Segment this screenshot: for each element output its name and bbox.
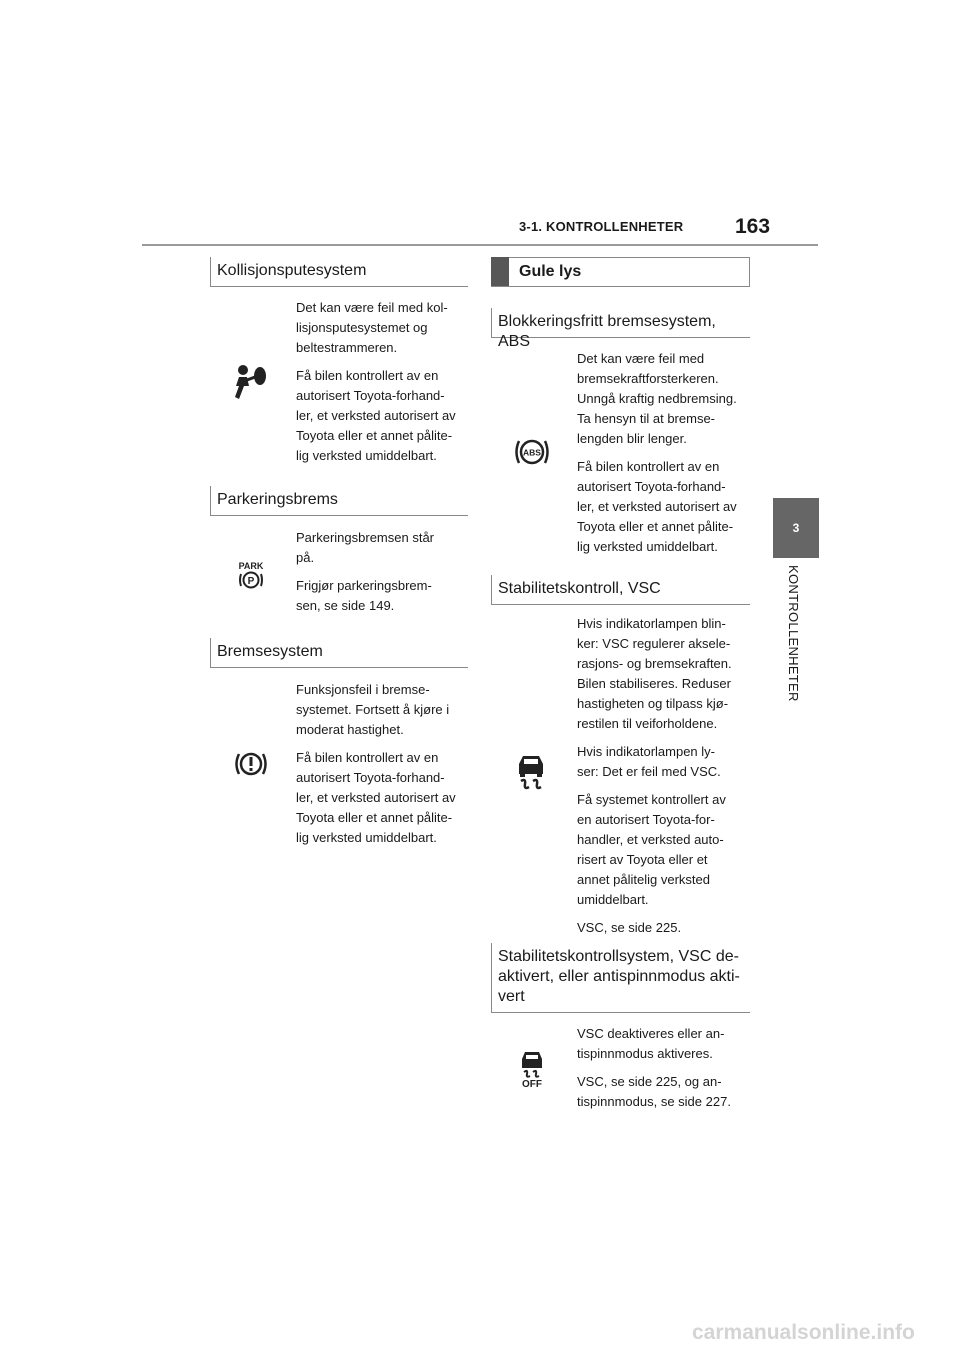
airbag-description: Det kan være feil med kol- lisjonsputesystemet og beltestrammeren. Få bilen kontrollert av en autorisert Toyota-forhand- ler, et verksted autorisert av Toyota eller et annet pålite- lig verksted umiddelbart.	[296, 300, 456, 463]
brake-system-icon	[233, 749, 269, 779]
yellow-lights-heading: Gule lys	[491, 257, 750, 287]
svg-text:P: P	[247, 576, 255, 587]
brake-system-heading: Bremsesystem	[210, 638, 468, 668]
park-brake-icon	[236, 560, 266, 590]
vsc-slip-icon	[515, 754, 547, 792]
parking-brake-description: Parkeringsbremsen står på. Frigjør parkeringsbrem- sen, se side 149.	[296, 530, 434, 613]
vsc-heading: Stabilitetskontroll, VSC	[491, 575, 750, 605]
chapter-tab[interactable]: 3	[773, 498, 819, 558]
abs-heading: Blokkeringsfritt bremsesystem, ABS	[491, 308, 750, 338]
heading-marker	[491, 257, 509, 286]
watermark: carmanualsonline.info	[692, 1321, 915, 1344]
page-number: 163	[735, 215, 771, 238]
vsc-description: Hvis indikatorlampen blin- ker: VSC regulerer aksele- rasjons- og bremsekraften. Bilen stabiliseres. Reduser hastigheten og tilpass kjø- restilen til veiforholdene. Hvis indikatorlampen ly- ser: Det er feil med VSC. Få systemet kontrollert av en autorisert Toyota-for- handler, et verksted auto- risert av Toyota eller et annet pålitelig verksted umiddelbart. VSC, se side 225.	[577, 616, 732, 935]
vsc-off-heading: Stabilitetskontrollsystem, VSC de- aktivert, eller antispinnmodus akti- vert	[491, 943, 750, 1013]
section-title: 3-1. KONTROLLENHETER	[519, 219, 684, 234]
airbag-warning-icon	[232, 364, 270, 400]
vsc-off-icon	[518, 1050, 546, 1088]
abs-description: Det kan være feil med bremsekraftforsterkeren. Unngå kraftig nedbremsing. Ta hensyn til at bremse- lengden blir lenger. Få bilen kontrollert av en autorisert Toyota-forhand- ler, et verksted autorisert av Toyota eller et annet pålite- lig verksted umiddelbart.	[577, 351, 737, 554]
parking-brake-heading: Parkeringsbrems	[210, 486, 468, 516]
vsc-off-description: VSC deaktiveres eller an- tispinnmodus aktiveres. VSC, se side 225, og an- tispinnmodus, se side 227.	[577, 1026, 731, 1109]
svg-text:ABS: ABS	[523, 447, 541, 458]
abs-warning-icon	[513, 436, 551, 468]
brake-system-description: Funksjonsfeil i bremse- systemet. Fortsett å kjøre i moderat hastighet. Få bilen kontrollert av en autorisert Toyota-forhand- ler, et verksted autorisert av Toyota eller et annet pålite- lig verksted umiddelbart.	[296, 682, 456, 845]
chapter-label: KONTROLLENHETER	[786, 565, 801, 702]
airbag-heading: Kollisjonsputesystem	[210, 257, 468, 287]
svg-text:OFF: OFF	[522, 1079, 542, 1088]
svg-text:PARK: PARK	[238, 561, 264, 571]
header-rule	[142, 244, 818, 246]
